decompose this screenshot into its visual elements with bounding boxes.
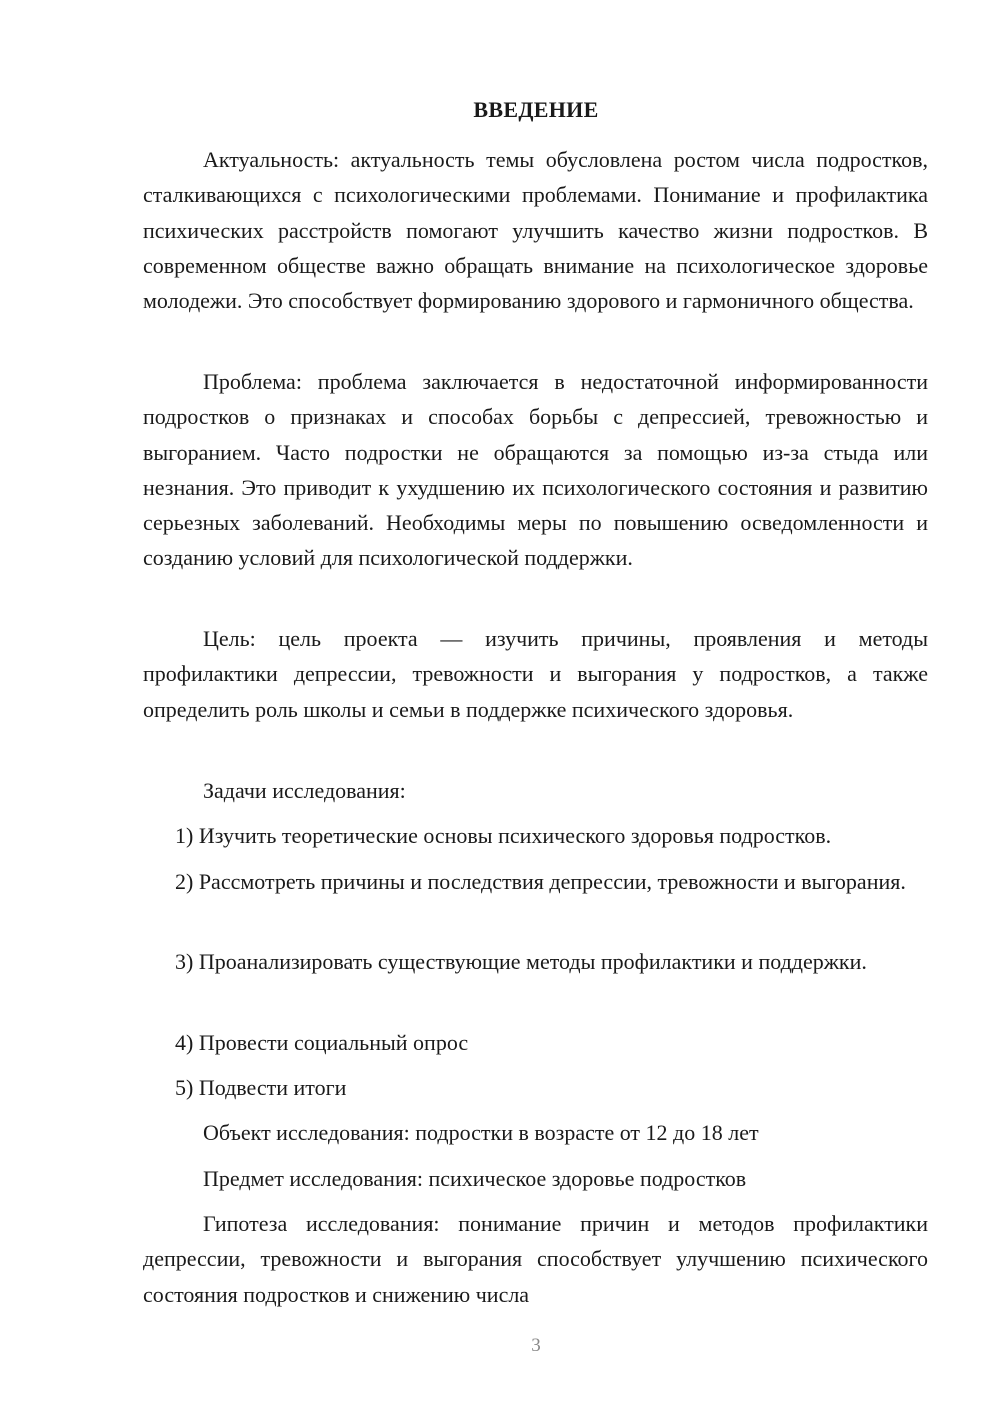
tasks-heading: Задачи исследования: xyxy=(203,778,406,803)
paragraph-problem: Проблема: проблема заключается в недостаточной информированности подростков о признаках и способах борьбы с депрессией, тревожностью и выгоранием. Часто подростки не обращаются за помощью из-за стыда или незнания. Это приводит к ухудшению их психологического состояния и развитию серьезных заболеваний. Необходимы меры по повышению осведомленности и созданию условий для психологической поддержки. xyxy=(143,369,928,571)
task-item-1: 1) Изучить теоретические основы психического здоровья подростков. xyxy=(175,823,832,848)
page-number: 3 xyxy=(531,1335,541,1356)
task-item-2: 2) Рассмотреть причины и последствия депрессии, тревожности и выгорания. xyxy=(175,869,906,894)
research-object: Объект исследования: подростки в возрасте от 12 до 18 лет xyxy=(203,1120,759,1145)
paragraph-relevance: Актуальность: актуальность темы обусловлена ростом числа подростков, сталкивающихся с психологическими проблемами. Понимание и профилактика психических расстройств помогают улучшить качество жизни подростков. В современном обществе важно обращать внимание на психологическое здоровье молодежи. Это способствует формированию здорового и гармоничного общества. xyxy=(143,147,928,314)
research-subject: Предмет исследования: психическое здоровье подростков xyxy=(203,1166,747,1191)
research-hypothesis: Гипотеза исследования: понимание причин и методов профилактики депрессии, тревожности и выгорания способствует улучшению психического состояния подростков и снижению числа xyxy=(143,1211,928,1307)
page-title: ВВЕДЕНИЕ xyxy=(473,97,599,122)
task-item-3: 3) Проанализировать существующие методы профилактики и поддержки. xyxy=(175,949,867,974)
task-item-5: 5) Подвести итоги xyxy=(175,1075,347,1100)
paragraph-goal: Цель: цель проекта — изучить причины, проявления и методы профилактики депрессии, тревожности и выгорания у подростков, а также определить роль школы и семьи в поддержке психического здоровья. xyxy=(143,626,928,722)
task-item-4: 4) Провести социальный опрос xyxy=(175,1030,469,1055)
